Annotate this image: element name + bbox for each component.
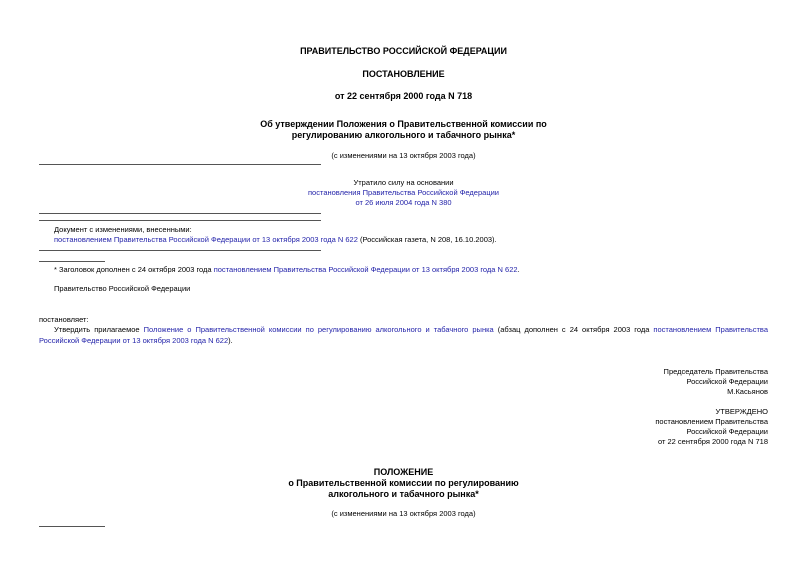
approved-country: Российской Федерации (686, 427, 768, 436)
changes-line (54, 235, 497, 244)
amending-decree-link[interactable]: постановлением Правительства Российской Федерации от 13 октября 2003 года N 622 (39, 325, 769, 345)
regulation-amendments: (с изменениями на 13 октября 2003 года) (331, 509, 476, 518)
regulation-subtitle-2: алкогольного и табачного рынка* (328, 489, 479, 499)
footnote-end: . (517, 265, 520, 274)
footnote-text: * Заголовок дополнен с 24 октября 2003 года (54, 265, 214, 274)
approved-by: постановлением Правительства (655, 417, 768, 426)
title-line-1: Об утверждении Положения о Правительственной комиссии по (260, 119, 547, 129)
approve-paragraph (39, 324, 768, 346)
regulation-subtitle-1: о Правительственной комиссии по регулированию (288, 478, 519, 488)
divider-1 (39, 164, 321, 165)
bottom-divider (39, 526, 105, 527)
title-line-2: регулированию алкогольного и табачного рынка* (291, 130, 516, 140)
approved-date: от 22 сентября 2000 года N 718 (657, 437, 768, 446)
lost-force-link-date[interactable]: от 26 июля 2004 года N 380 (355, 198, 452, 207)
doc-type-heading: ПОСТАНОВЛЕНИЕ (362, 69, 445, 79)
regulation-link[interactable]: Положение о Правительственной комиссии по регулированию алкогольного и табачного рынка (143, 325, 494, 334)
changes-decree-link[interactable]: постановлением Правительства Российской Федерации от 13 октября 2003 года N 622 (54, 235, 358, 244)
approve-text-1: Утвердить прилагаемое (54, 325, 144, 334)
changes-source: (Российская газета, N 208, 16.10.2003). (357, 235, 497, 244)
divider-2 (39, 213, 321, 214)
approved-label: УТВЕРЖДЕНО (715, 407, 768, 416)
amendments-note: (с изменениями на 13 октября 2003 года) (331, 151, 476, 160)
footnote-decree-link[interactable]: постановлением Правительства Российской Федерации от 13 октября 2003 года N 622 (213, 265, 518, 274)
divider-3 (39, 220, 321, 221)
government-heading: ПРАВИТЕЛЬСТВО РОССИЙСКОЙ ФЕДЕРАЦИИ (300, 46, 507, 56)
signature-name: М.Касьянов (727, 387, 768, 396)
divider-4 (39, 250, 321, 251)
changes-label: Документ с изменениями, внесенными: (54, 225, 192, 234)
signature-position: Председатель Правительства (663, 367, 768, 376)
date-number-heading: от 22 сентября 2000 года N 718 (334, 91, 473, 101)
approve-text-3: ). (228, 336, 233, 345)
lost-force-line: Утратило силу на основании (353, 178, 454, 187)
approve-text-2: (абзац дополнен с 24 октября 2003 года (493, 325, 654, 334)
lost-force-link-decree[interactable]: постановления Правительства Российской Федерации (307, 188, 499, 197)
footnote-divider (39, 261, 105, 262)
issuer: Правительство Российской Федерации (54, 284, 191, 293)
decree-word: постановляет: (39, 315, 89, 324)
footnote (54, 265, 520, 274)
regulation-title: ПОЛОЖЕНИЕ (373, 467, 434, 477)
signature-country: Российской Федерации (686, 377, 768, 386)
